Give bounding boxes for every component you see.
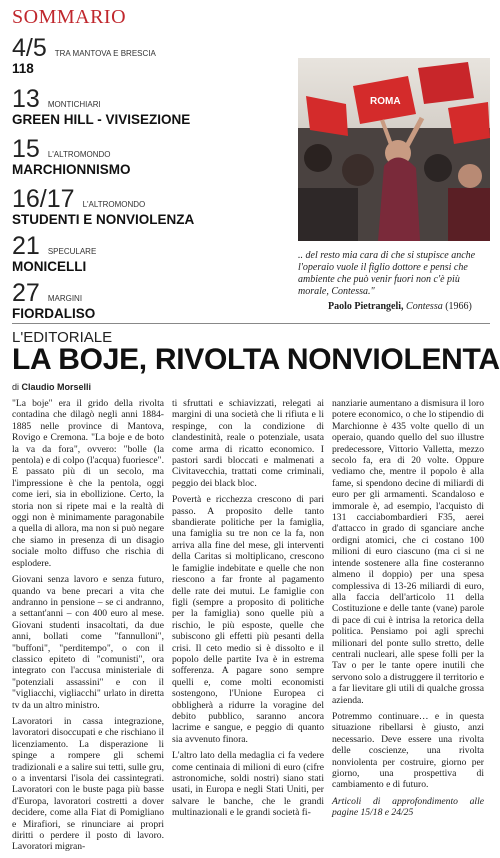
related-articles-note[interactable]: Articoli di approfondimento alle pagine 15/18 e 24/25 [332, 795, 484, 819]
article-column-1 [12, 398, 164, 858]
toc-headline: FIORDALISO [12, 306, 96, 321]
toc-headline: MARCHIONNISMO [12, 162, 131, 177]
toc-headline: MONICELLI [12, 259, 87, 274]
paragraph: Povertà e ricchezza crescono di pari passo. A proposito delle tanto sbandierate politiche per la famiglia, una famiglia su tre non ce la fa, non arriva alla fine del mese, gli interventi della Caritas si moltiplicano, crescono le famiglie indebitate e quelle che non riescono a far fronte al pagamento delle rate dei mutui. Le famiglie con figli (sempre a proposito di politiche per la famiglia) sono quelle più a rischio, le più esposte, quelle che subiscono gli effetti più pesanti della crisi. Il ceto medio si è dissolto e il popolo delle partite Iva è in estrema sofferenza. A pagare sono sempre quelli e, come molti economisti sostengono, l'Unione Europea ci obbligherà a ridurre la voragine del debito pubblico, saranno ancora lacrime e sangue, e peggio di quanto sia avvenuto finora. [172, 494, 324, 745]
toc-item[interactable] [12, 234, 96, 274]
byline-author: Claudio Morselli [21, 382, 92, 392]
banner-text: ROMA [370, 96, 401, 107]
toc-page-number: 15 [12, 135, 40, 163]
paragraph: Lavoratori in cassa integrazione, lavoratori disoccupati e che rischiano il licenziamento. La disperazione li spinge a rompere gli schemi tradizionali e a salire sui tetti, sulle gru, o a inventarsi l'isola dei cassintegrati. Lavoratori con le buste paga più basse d'Europa, lavoratori costretti a dover decidere, come alla Fiat di Pomigliano e Mirafiori, se rinunciare ai propri diritti o perdere il posto di lavoro. Lavoratori migran- [12, 715, 164, 853]
editorial-headline: LA BOJE, RIVOLTA NONVIOLENTA [12, 343, 500, 376]
byline-prefix: di [12, 382, 20, 392]
toc-page-number: 16/17 [12, 185, 75, 213]
toc-item[interactable] [12, 137, 131, 177]
sommario-title: SOMMARIO [12, 6, 127, 28]
toc-section: L'ALTROMONDO [47, 150, 111, 159]
toc-headline: GREEN HILL - VIVISEZIONE [12, 112, 191, 127]
toc-item[interactable] [12, 87, 190, 127]
toc-item[interactable] [12, 281, 95, 321]
quote-text: .. del resto mia cara di che si stupisce anche l'operaio vuole il figlio dottore e pensi che ambiente che può venir fuori non c'è più morale, Contessa." [298, 250, 476, 297]
toc-headline: STUDENTI E NONVIOLENZA [12, 212, 195, 227]
paragraph: Potremmo continuare… e in questa situazione ribellarsi è giusto, anzi necessario. Deve essere una rivolta delle coscienze, una rivolta nonviolenta per costruire, giorno per giorno, una prospettiva di cambiamento e di futuro. [332, 710, 484, 791]
toc-section: MARGINI [47, 294, 83, 303]
toc-section: L'ALTROMONDO [82, 200, 146, 209]
article-column-2 [172, 398, 324, 824]
protest-photo [298, 58, 490, 241]
paragraph: "La boje" era il grido della rivolta contadina che dilagò negli anni 1884-1885 nelle province di Mantova, Rovigo e Cremona. "La boje e de boto la va da fora", ovvero: "bolle (la pentola) e di colpo (l'acqua) fuoriesce". E passato più di un secolo, ma l'impressione è che la pentola, oggi come ieri, sia in ebollizione. Certo, la storia non si ripete mai e la realtà di oggi non è minimamente paragonabile a quella di allora, ma non si può negare che siamo in presenza di un disagio sociale molto diffuso che rischia di esplodere. [12, 398, 164, 569]
paragraph: ti sfruttati e schiavizzati, relegati ai margini di una società che li rifiuta e li respinge, con la condizione di clandestinità, reale o potenziale, usata come arma di ricatto economico. I pastori sardi bloccati e malmenati a Civitavecchia, trattati come criminali, peggio dei black bloc. [172, 398, 324, 489]
quote-work: Contessa [406, 301, 443, 312]
toc-item[interactable] [12, 187, 194, 227]
article-column-3 [332, 398, 484, 824]
quote-year: (1966) [445, 301, 472, 312]
toc-page-number: 4/5 [12, 34, 47, 62]
toc-page-number: 21 [12, 232, 40, 260]
paragraph: L'altro lato della medaglia ci fa vedere come centinaia di milioni di euro (cifre astronomiche, soldi nostri) siano stati usati, in Europa e negli Stati Uniti, per salvare le banche, che le grandi multinazionali e le grandi società fi- [172, 750, 324, 819]
quote-author [328, 301, 472, 312]
toc-item[interactable] [12, 36, 156, 76]
toc-section: TRA MANTOVA E BRESCIA [54, 49, 156, 58]
paragraph: nanziarie aumentano a dismisura il loro potere economico, o che lo stipendio di Marchionne è 435 volte quello di un operaio, quando quello del suo illustre predecessore, Vittorio Valletta, mezzo secolo fa, era di 20 volte. Oppure vediamo che, mentre il popolo è alla fame, si spendono decine di miliardi di euro per gli armamenti. Scandaloso e immorale è, ad esempio, l'acquisto di 131 cacciabombardieri F35, aerei d'attacco in grado di sganciare anche ordigni atomici, che ci costano 100 milioni di euro ciascuno (ma ci si ne intende sostenere alla fine costeranno almeno il doppio) per una spesa complessiva di 13-26 miliardi di euro, alla faccia dell'articolo 11 della Costituzione e delle tante (vane) parole di pace di cui è intrisa la retorica della politica. Pensiamo poi agli sprechi milionari del ponte sullo stretto, delle centrali nucleari, alle spese folli per la Tav o per le tante opere inutili che servono solo a distruggere il territorio e a far lievitare gli utili di qualche grossa azienda. [332, 398, 484, 706]
section-kicker: L'EDITORIALE [12, 329, 113, 346]
toc-section: SPECULARE [47, 247, 97, 256]
toc-headline: 118 [12, 61, 34, 76]
toc-page-number: 13 [12, 85, 40, 113]
divider [12, 323, 490, 324]
paragraph: Giovani senza lavoro e senza futuro, quando va bene precari a vita che andranno in pensione – se ci andranno, a settant'anni – con 400 euro al mese. Giovani studenti insacoltati, da due anni, bollati come "fannulloni", "buffoni", "perditempo", o con il classico epiteto di "comunisti", ora integrato con l'accusa ministeriale di "potenziali assassini" e con il "vigliacchi, vigliacchi" urlato in diretta tv da un altro ministro. [12, 574, 164, 711]
toc-section: MONTICHIARI [47, 100, 101, 109]
byline [12, 382, 91, 392]
toc-page-number: 27 [12, 279, 40, 307]
quote-author-name: Paolo Pietrangeli, [328, 301, 404, 312]
